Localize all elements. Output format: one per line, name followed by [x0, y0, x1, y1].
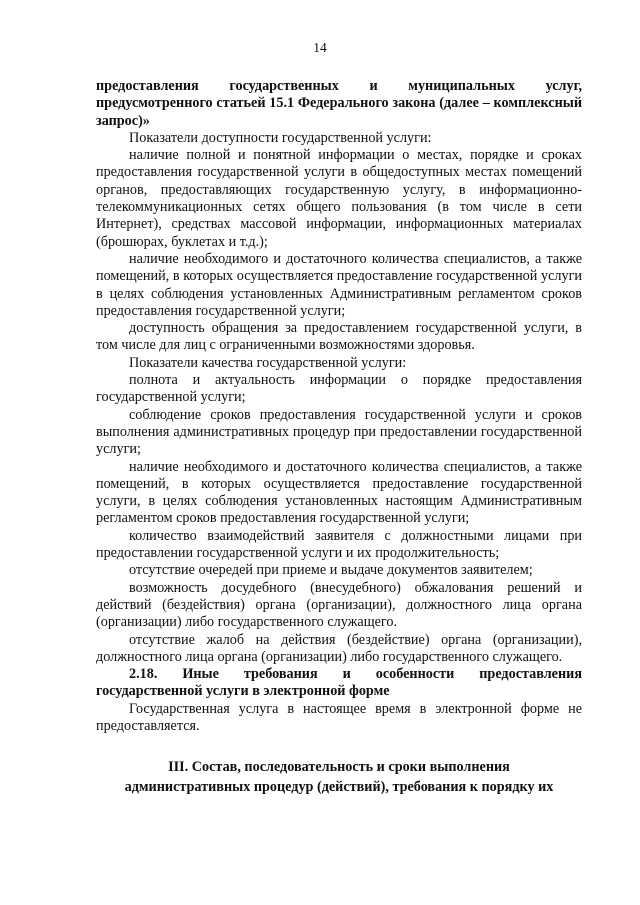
page-number: 14: [313, 40, 327, 55]
paragraph-quality-staff: наличие необходимого и достаточного количества специалистов, а также помещений, в которых осуществляется предоставление государственной услуги, в целях соблюдения установленных настоящим Административным регламентом сроков предоставления государственной услуги;: [96, 458, 582, 527]
document-body: [96, 78, 582, 797]
paragraph-quality-info: полнота и актуальность информации о порядке предоставления государственной услуги;: [96, 372, 582, 406]
paragraph-electronic-form: Государственная услуга в настоящее время в электронной форме не предоставляется.: [96, 700, 582, 734]
section-title-line-1: III. Состав, последовательность и сроки выполнения: [168, 759, 510, 776]
paragraph-quality-interactions: количество взаимодействий заявителя с должностными лицами при предоставлении государственной услуги и их продолжительность;: [96, 527, 582, 562]
paragraph-availability-staff: наличие необходимого и достаточного количества специалистов, а также помещений, в которых осуществляется предоставление государственной услуги в целях соблюдения установленных Административным регламентом сроков предоставления государственной услуги;: [96, 250, 582, 319]
paragraph-quality-appeal: возможность досудебного (внесудебного) обжалования решений и действий (бездействия) органа (организации), должностного лица органа (организации) либо государственного служащего.: [96, 579, 582, 631]
paragraph-availability-info: наличие полной и понятной информации о местах, порядке и сроках предоставления государственной услуги в общедоступных местах помещений органов, предоставляющих государственную услугу, в информационно-телекоммуникационных сетях общего пользования (в том числе в сети Интернет), средствах массовой информации, информационных материалах (брошюрах, буклетах и т.д.);: [96, 147, 582, 250]
paragraph-quality-queues: отсутствие очередей при приеме и выдаче документов заявителем;: [129, 562, 533, 579]
paragraph-quality-heading: Показатели качества государственной услуги:: [129, 354, 407, 371]
paragraph-availability-access: доступность обращения за предоставлением государственной услуги, в том числе для лиц с ограниченными возможностями здоровья.: [96, 320, 582, 354]
paragraph-availability-heading: Показатели доступности государственной услуги:: [129, 129, 432, 146]
subsection-heading-2-18: 2.18. Иные требования и особенности предоставления государственной услуги в электронной форме: [96, 666, 582, 700]
section-title-iii: [96, 757, 582, 797]
paragraph-quality-deadlines: соблюдение сроков предоставления государственной услуги и сроков выполнения административных процедур при предоставлении государственной услуги;: [96, 406, 582, 458]
section-title-line-2: административных процедур (действий), требования к порядку их: [124, 779, 554, 796]
paragraph-complex-request: предоставления государственных и муниципальных услуг, предусмотренного статьей 15.1 Федерального закона (далее – комплексный запрос)»: [96, 78, 582, 129]
paragraph-quality-complaints: отсутствие жалоб на действия (бездействие) органа (организации), должностного лица органа (организации) либо государственного служащего.: [96, 631, 582, 665]
